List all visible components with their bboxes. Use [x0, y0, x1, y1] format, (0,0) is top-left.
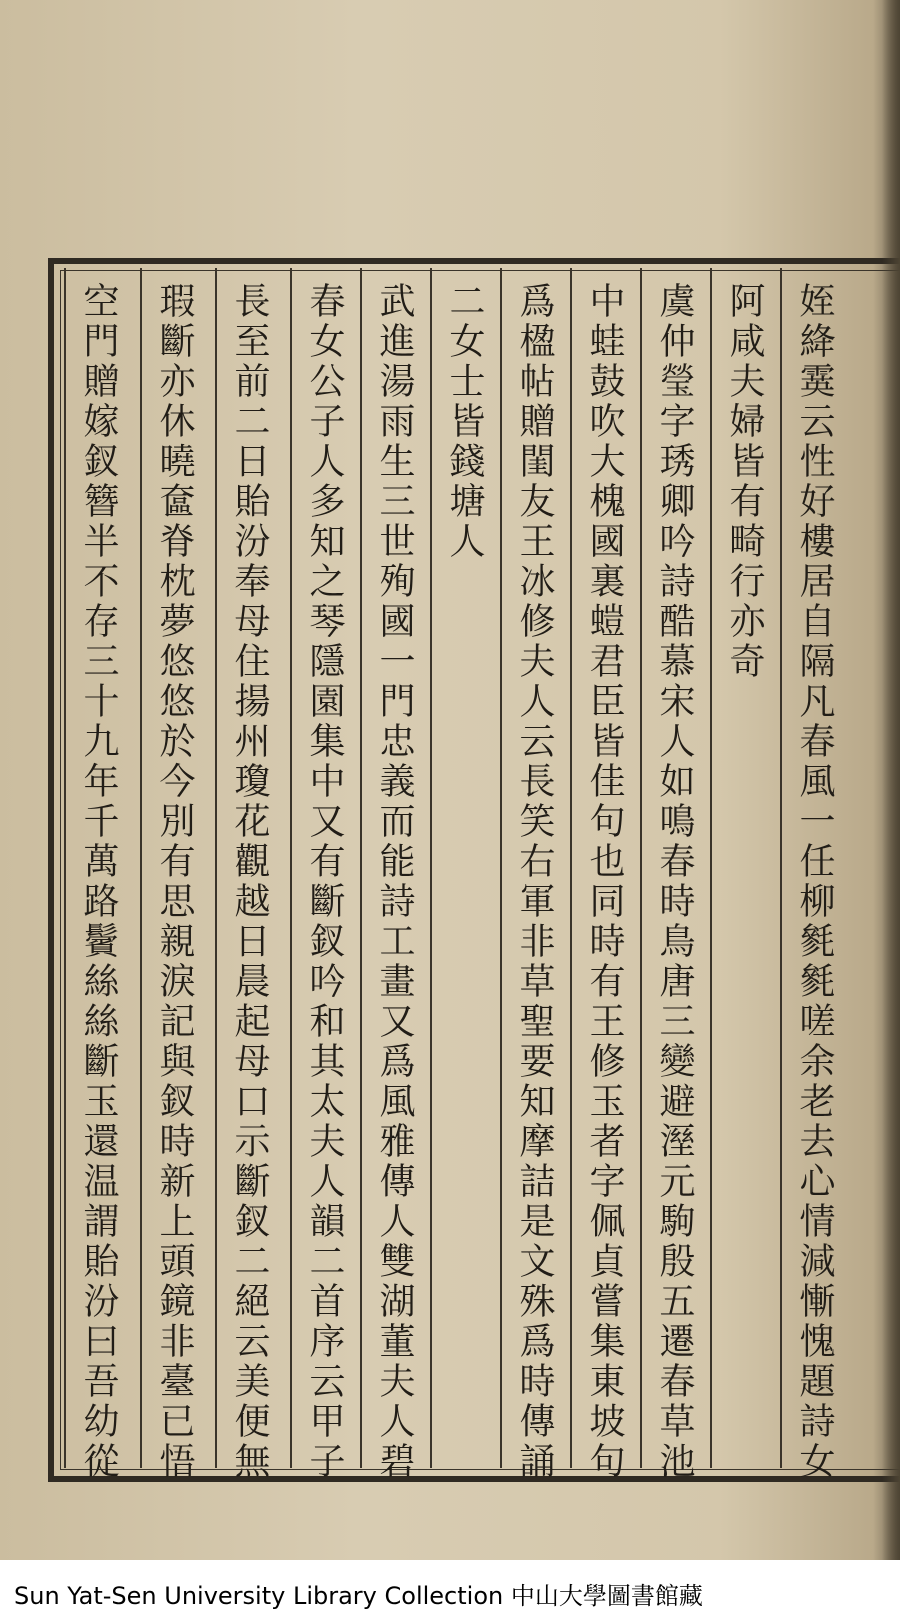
column-text-8: 春女公子人多知之琴隱園集中又有斷釵吟和其太夫人韻二首序云甲子 [304, 282, 345, 1482]
column-text-10: 瑕斷亦休曉奩脊枕夢悠悠於今別有思親淚記與釵時新上頭鏡非臺已悟 [154, 282, 195, 1482]
column-text-2: 阿咸夫婦皆有畸行亦奇 [724, 282, 765, 682]
text-column-8 [290, 268, 354, 1482]
text-column-2 [710, 268, 774, 1468]
column-text-5: 爲楹帖贈閨友王冰修夫人云長笑右軍非草聖要知摩詰是文殊爲時傳誦 [514, 282, 555, 1482]
column-text-6: 二女士皆錢塘人 [444, 282, 485, 562]
library-credit: Sun Yat-Sen University Library Collection 中山大學圖書館藏 [14, 1582, 703, 1610]
column-text-11: 空門贈嫁釵簪半不存三十九年千萬路鬢絲絲斷玉還温謂貽汾曰吾幼從 [78, 282, 119, 1482]
text-column-6 [430, 268, 494, 1468]
text-column-7 [360, 268, 424, 1482]
text-column-3 [640, 268, 704, 1482]
column-text-4: 中蛙鼓吹大槐國裏螘君臣皆佳句也同時有王修玉者字佩貞嘗集東坡句 [584, 282, 625, 1482]
text-column-10 [140, 268, 204, 1482]
footer-bar [0, 1560, 900, 1624]
column-text-3: 虞仲瑩字琇卿吟詩酷慕宋人如鳴春時鳥唐三變避溼元駒殷五遷春草池 [654, 282, 695, 1482]
text-column-9 [215, 268, 279, 1482]
text-column-5 [500, 268, 564, 1482]
text-column-4 [570, 268, 634, 1482]
column-text-1: 姪絳霙云性好樓居自隔凡春風一任柳毿毿嗟余老去心情減慚愧題詩女 [794, 282, 835, 1482]
text-column-11 [64, 268, 128, 1482]
column-text-9: 長至前二日貽汾奉母住揚州瓊花觀越日晨起母口示斷釵二絕云美便無 [229, 282, 270, 1482]
column-text-7: 武進湯雨生三世殉國一門忠義而能詩工畫又爲風雅傳人雙湖董夫人碧 [374, 282, 415, 1482]
text-column-1 [780, 268, 844, 1482]
